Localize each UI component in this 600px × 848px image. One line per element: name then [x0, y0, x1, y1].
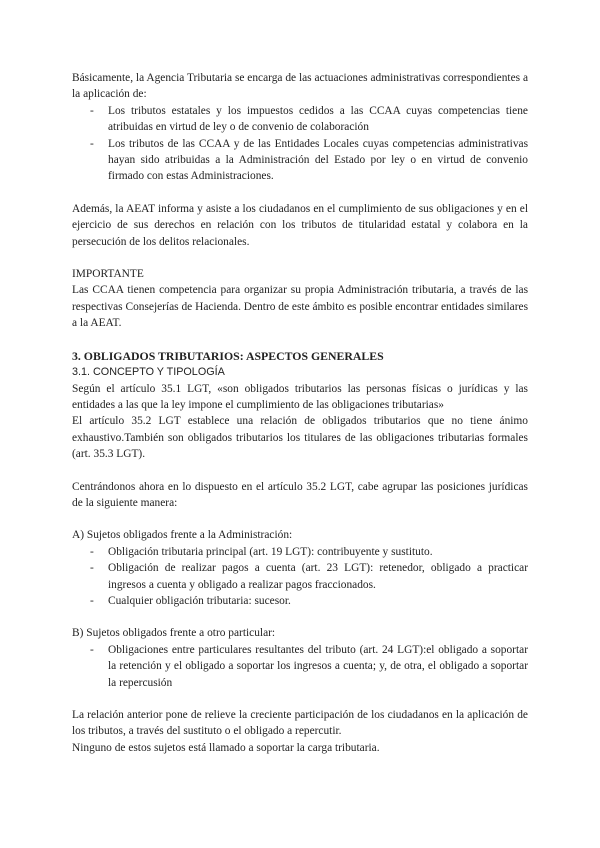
list-item-text: Obligación de realizar pagos a cuenta (art. 23 LGT): retenedor, obligado a practicar ingresos a cuenta y obligado a realizar pagos fraccionados. — [108, 562, 528, 591]
aeat-paragraph: Además, la AEAT informa y asiste a los ciudadanos en el cumplimiento de sus obligaciones y en el ejercicio de sus derechos en relación con los tributos de titularidad estatal y colabora en la persecución de los delitos relacionales. — [72, 202, 528, 248]
group-a-list — [72, 544, 528, 610]
list-item — [90, 136, 528, 185]
list-item — [90, 544, 528, 560]
list-item-text: Los tributos estatales y los impuestos cedidos a las CCAA cuyas competencias tiene atribuidas en virtud de ley o de convenio de colaboración — [108, 104, 528, 134]
list-item-text: Los tributos de las CCAA y de las Entidades Locales cuyas competencias administrativas hayan sido atribuidas a la Administración del Estado por ley o en virtud de convenio firmado con estas Administraciones. — [108, 137, 528, 183]
bullet-dash: - — [90, 137, 94, 150]
section-subheading: 3.1. CONCEPTO Y TIPOLOGÍA — [72, 366, 225, 379]
bullet-dash: - — [90, 104, 94, 117]
important-text: Las CCAA tienen competencia para organizar su propia Administración tributaria, a través de las respectivas Consejerías de Hacienda. Dentro de este ámbito es posible encontrar entidades similares a la AEAT. — [72, 284, 528, 330]
bullet-dash: - — [90, 643, 94, 656]
list-item-text: Cualquier obligación tributaria: sucesor. — [108, 594, 291, 607]
article-35-2-paragraph: El artículo 35.2 LGT establece una relación de obligados tributarios que no tiene ánimo exhaustivo.También son obligados tributarios los titulares de las obligaciones tributarias formales (art. 35.3 LGT). — [72, 415, 528, 461]
group-b-list — [72, 642, 528, 691]
section-heading: 3. OBLIGADOS TRIBUTARIOS: ASPECTOS GENERALES — [72, 348, 384, 363]
list-item — [90, 593, 528, 609]
list-item — [90, 560, 528, 593]
article-35-1-paragraph: Según el artículo 35.1 LGT, «son obligados tributarios las personas físicas o jurídicas y las entidades a las que la ley impone el cumplimiento de las obligaciones tributarias» — [72, 382, 528, 411]
closing-paragraph-2: Ninguno de estos sujetos está llamado a soportar la carga tributaria. — [72, 741, 380, 754]
important-label: IMPORTANTE — [72, 268, 144, 281]
list-item — [90, 103, 528, 136]
list-item — [90, 642, 528, 691]
list-item-text: Obligación tributaria principal (art. 19 LGT): contribuyente y sustituto. — [108, 545, 433, 558]
intro-paragraph: Básicamente, la Agencia Tributaria se encarga de las actuaciones administrativas correspondientes a la aplicación de: — [72, 72, 528, 101]
list-item-text: Obligaciones entre particulares resultantes del tributo (art. 24 LGT):el obligado a soportar la retención y el obligado a soportar los ingresos a cuenta; y, de otra, el obligado a soportar la repercusión — [108, 643, 528, 689]
group-b-title: B) Sujetos obligados frente a otro particular: — [72, 627, 276, 640]
bullet-dash: - — [90, 562, 94, 575]
intro-bullet-list — [72, 103, 528, 185]
bullet-dash: - — [90, 545, 94, 558]
group-a-title: A) Sujetos obligados frente a la Administración: — [72, 529, 293, 542]
bullet-dash: - — [90, 594, 94, 607]
closing-paragraph: La relación anterior pone de relieve la creciente participación de los ciudadanos en la aplicación de los tributos, a través del sustituto o el obligado a repercutir. — [72, 709, 528, 738]
grouping-paragraph: Centrándonos ahora en lo dispuesto en el artículo 35.2 LGT, cabe agrupar las posiciones jurídicas de la siguiente manera: — [72, 480, 528, 509]
